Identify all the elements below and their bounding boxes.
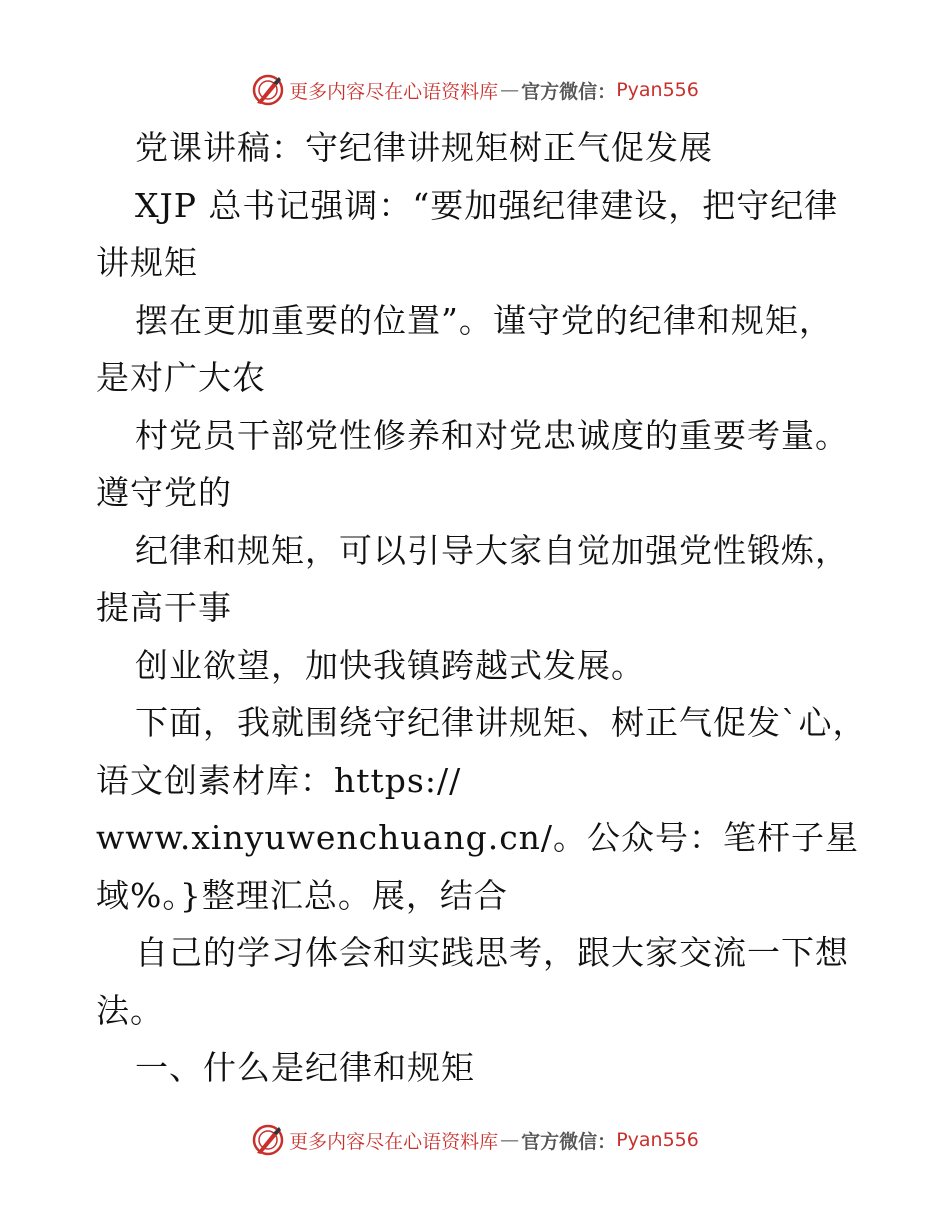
text-line: 纪律和规矩，可以引导大家自觉加强党性锻炼， (135, 530, 849, 570)
watermark-site-text: 更多内容尽在心语资料库 (289, 1130, 499, 1153)
text-line: XJP 总书记强调：“要加强纪律建设，把守纪律 (135, 185, 839, 225)
text-line: 下面，我就围绕守纪律讲规矩、树正气促发`心， (135, 703, 867, 742)
watermark-separator: — (500, 79, 520, 101)
watermark-label: 官方微信： (521, 1130, 617, 1153)
text-line: 党课讲稿：守纪律讲规矩树正气促发展 (135, 128, 713, 167)
text-line: 创业欲望，加快我镇跨越式发展。 (135, 645, 645, 685)
watermark-header (0, 70, 950, 110)
text-line: 提高干事 (96, 588, 232, 627)
watermark-wechat-id: Pyan556 (616, 79, 699, 101)
text-line: www.xinyuwenchuang.cn/。公众号：笔杆子星 (96, 818, 860, 857)
text-line: 自己的学习体会和实践思考，跟大家交流一下想 (135, 933, 849, 972)
text-line: 域%。}整理汇总。展，结合 (96, 875, 508, 915)
text-line: 讲规矩 (96, 243, 198, 282)
text-line: 是对广大农 (96, 358, 266, 397)
text-line: 村党员干部党性修养和对党忠诚度的重要考量。 (135, 415, 849, 455)
watermark-site-text: 更多内容尽在心语资料库 (289, 80, 499, 103)
text-line: 法。 (96, 990, 164, 1030)
text-line: 摆在更加重要的位置”。谨守党的纪律和规矩， (135, 300, 833, 340)
text-line: 语文创素材库：https:// (96, 760, 462, 800)
text-line: 遵守党的 (96, 473, 232, 512)
watermark-wechat-id: Pyan556 (616, 1129, 699, 1151)
text-line: 一、什么是纪律和规矩 (135, 1048, 475, 1087)
watermark-footer (0, 1120, 950, 1160)
watermark-separator: — (500, 1129, 520, 1151)
watermark-label: 官方微信： (521, 80, 617, 103)
quill-logo-icon (251, 73, 285, 107)
quill-logo-icon (251, 1123, 285, 1157)
